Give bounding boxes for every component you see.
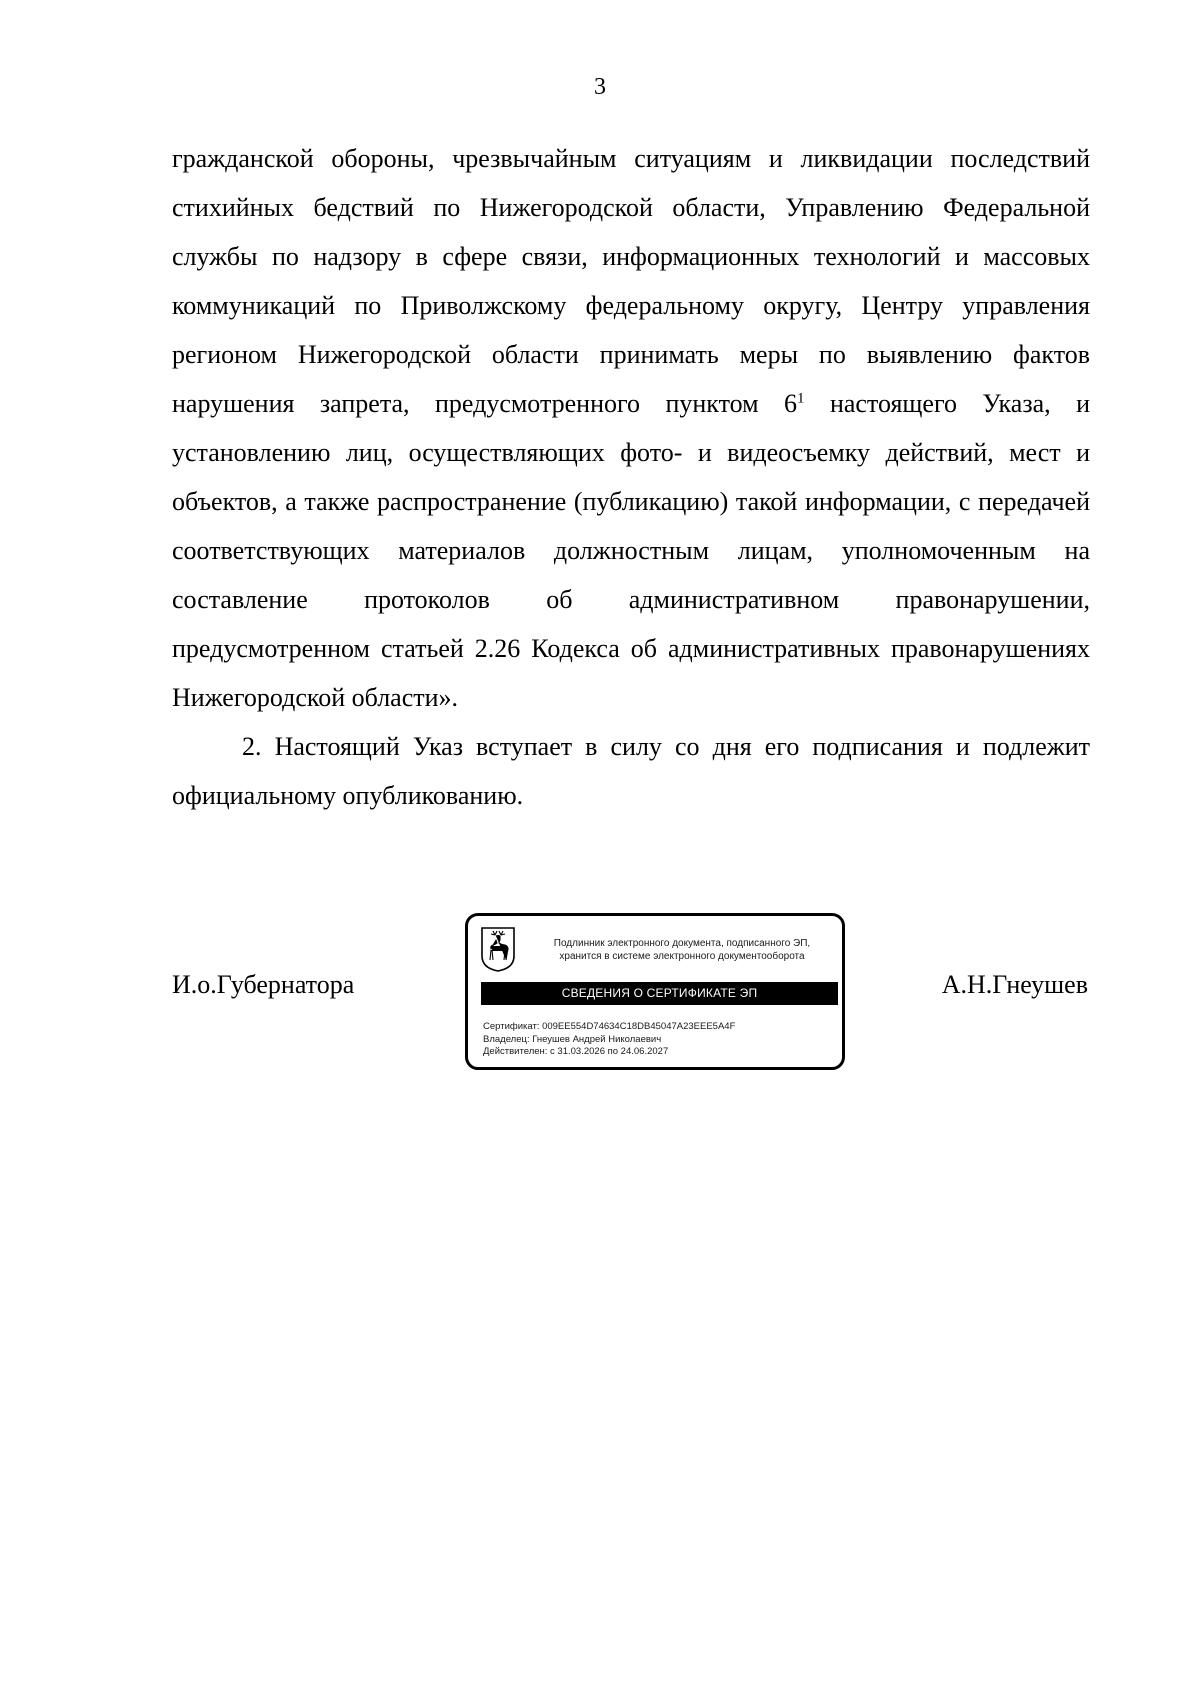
certificate-details: [483, 1021, 735, 1059]
certificate-validity: Действителен: с 31.03.2026 по 24.06.2027: [483, 1046, 669, 1057]
stamp-header-line-2: хранится в системе электронного документооборота: [559, 951, 805, 962]
deer-coat-of-arms-icon: [480, 926, 516, 972]
paragraph-1: [172, 134, 1090, 722]
paragraph-2: 2. Настоящий Указ вступает в силу со дня его подписания и подлежит официальному опубликованию.: [172, 732, 1090, 810]
superscript-1: 1: [797, 390, 805, 407]
electronic-signature-stamp: [465, 913, 845, 1070]
certificate-owner: Владелец: Гнеушев Андрей Николаевич: [483, 1033, 662, 1045]
certificate-info-bar: СВЕДЕНИЯ О СЕРТИФИКАТЕ ЭП: [481, 982, 838, 1005]
certificate-number: Сертификат: 009EE554D74634C18DB45047A23EEE5A4F: [483, 1021, 736, 1032]
page-number: 3: [594, 74, 606, 100]
stamp-header-line-1: Подлинник электронного документа, подписанного ЭП,: [553, 938, 811, 949]
paragraph-1-text-b: настоящего Указа, и установлению лиц, осуществляющих фото- и видеосъемку действий, мест и объектов, а также распространение (публикацию) такой информации, с передачей соответствующих материалов должностным лицам, уполномоченным на составление протоколов об административном правонарушении, предусмотренном статьей 2.26 Кодекса об административных правонарушениях Нижегородской области».: [172, 389, 1090, 712]
paragraph-1-text-a: гражданской обороны, чрезвычайным ситуациям и ликвидации последствий стихийных бедствий по Нижегородской области, Управлению Федеральной службы по надзору в сфере связи, информационных технологий и массовых коммуникаций по Приволжскому федеральному округу, Центру управления регионом Нижегородской области принимать меры по выявлению фактов нарушения запрета, предусмотренного пунктом 6: [172, 144, 1090, 418]
signatory-title: И.о.Губернатора: [172, 970, 355, 999]
document-body: [172, 134, 1090, 820]
stamp-header: [524, 937, 840, 963]
signatory-name: А.Н.Гнеушев: [941, 970, 1088, 999]
